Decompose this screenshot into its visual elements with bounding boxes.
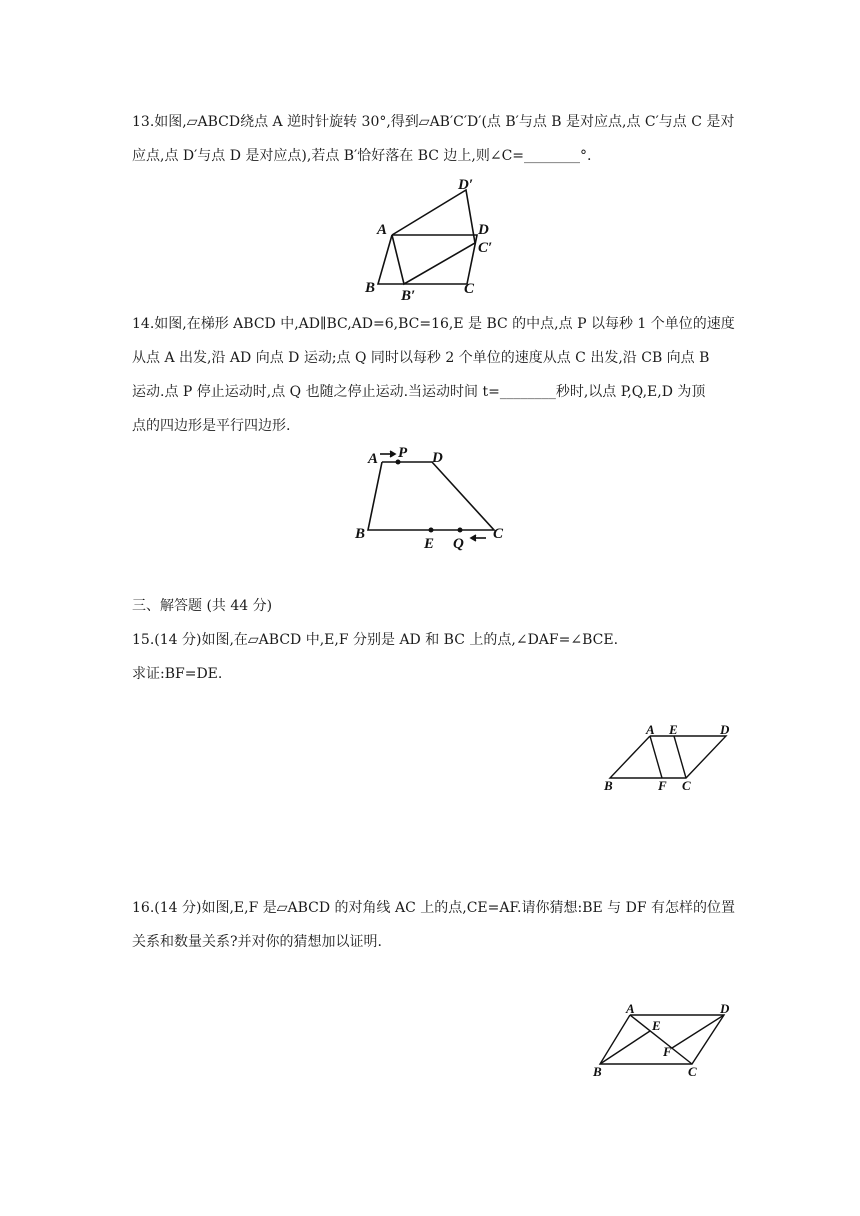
q14-figure [350, 442, 510, 552]
q15-label-c: C [682, 778, 691, 793]
q14-label-e: E [424, 536, 435, 552]
q13-figure [360, 172, 510, 304]
q13-label-d1: D′ [458, 177, 474, 193]
q14-label-a: A [368, 451, 379, 467]
q13-text-line-1: 13.如图,▱ABCD绕点 A 逆时针旋转 30°,得到▱AB′C′D′(点 B′与点 B 是对应点,点 C′与点 C 是对 [132, 114, 735, 130]
q15-figure [600, 720, 740, 796]
q13-label-b: B [365, 280, 376, 296]
q15-label-a: A [646, 722, 655, 737]
q14-text-line-2: 从点 A 出发,沿 AD 向点 D 运动;点 Q 同时以每秒 2 个单位的速度从点 C 出发,沿 CB 向点 B [132, 350, 710, 366]
q13-label-c: C [464, 281, 475, 297]
q14-label-p: P [398, 445, 408, 461]
q15-label-b: B [604, 778, 613, 793]
q14-text-line-4: 点的四边形是平行四边形. [132, 418, 291, 434]
q13-label-b1: B′ [401, 288, 416, 304]
q16-figure [588, 1000, 738, 1080]
q16-text-line-1: 16.(14 分)如图,E,F 是▱ABCD 的对角线 AC 上的点,CE=AF.请你猜想:BE 与 DF 有怎样的位置 [132, 900, 735, 916]
q14-text-line-3: 运动.点 P 停止运动时,点 Q 也随之停止运动.当运动时间 t=________秒时,以点 P,Q,E,D 为顶 [132, 384, 706, 400]
q15-text-line-2: 求证:BF=DE. [132, 666, 223, 682]
q16-label-b: B [593, 1064, 602, 1079]
q13-label-a: A [377, 222, 388, 238]
q16-label-e: E [652, 1018, 661, 1033]
q14-label-q: Q [453, 536, 464, 552]
q15-label-d: D [720, 722, 730, 737]
q16-label-a: A [626, 1001, 635, 1016]
section-title: 三、解答题 (共 44 分) [132, 598, 273, 614]
q16-label-c: C [688, 1064, 697, 1079]
q15-text-line-1: 15.(14 分)如图,在▱ABCD 中,E,F 分别是 AD 和 BC 上的点,∠DAF=∠BCE. [132, 632, 619, 648]
q14-label-d: D [432, 450, 443, 466]
q16-label-f: F [663, 1044, 672, 1059]
q14-text-line-1: 14.如图,在梯形 ABCD 中,AD∥BC,AD=6,BC=16,E 是 BC 的中点,点 P 以每秒 1 个单位的速度 [132, 316, 735, 332]
q13-label-d: D [478, 222, 489, 238]
q13-label-c1: C′ [478, 240, 493, 256]
q15-label-f: F [658, 778, 667, 793]
q16-label-d: D [720, 1001, 730, 1016]
q14-label-c: C [493, 526, 504, 542]
q14-label-b: B [355, 526, 366, 542]
q16-text-line-2: 关系和数量关系?并对你的猜想加以证明. [132, 934, 382, 950]
q13-text-line-2: 应点,点 D′与点 D 是对应点),若点 B′恰好落在 BC 边上,则∠C=________°. [132, 148, 592, 164]
q15-label-e: E [669, 722, 678, 737]
